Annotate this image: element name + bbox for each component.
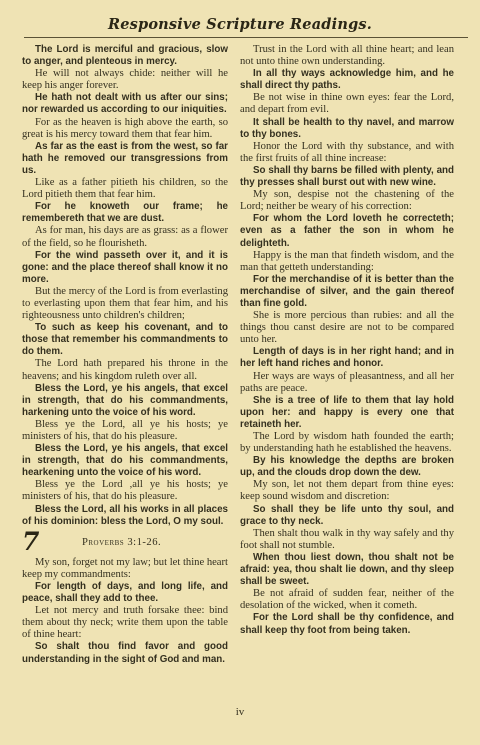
proverbs-verses-right [240,44,454,637]
reading-reference: Proverbs 3:1-26. [82,536,162,548]
leader-verse: Like as a father pitieth his children, so the Lord pitieth them that fear him. [22,177,228,201]
congregation-response: For the Lord shall be thy confidence, and shall keep thy foot from being taken. [240,612,454,636]
congregation-response: Bless the Lord, ye his angels, that excel in strength, that do his commandments, hearkening unto the voice of his word. [22,443,228,479]
leader-verse: The Lord hath prepared his throne in the heavens; and his kingdom ruleth over all. [22,358,228,382]
page-title: Responsive Scripture Readings. [107,16,373,33]
leader-verse: My son, despise not the chastening of the Lord; neither be weary of his correction: [240,189,454,213]
reading-number: 7 [22,526,40,556]
leader-verse: Let not mercy and truth forsake thee: bind them about thy neck; write them upon the table of thine heart: [22,605,228,641]
leader-verse: The Lord by wisdom hath founded the earth; by understanding hath he established the heavens. [240,431,454,455]
leader-verse: But the mercy of the Lord is from everlasting to everlasting upon them that fear him, and his righteousness unto children's children; [22,285,228,322]
leader-verse: Be not afraid of sudden fear, neither of the desolation of the wicked, when it cometh. [240,588,454,612]
congregation-response: It shall be health to thy navel, and marrow to thy bones. [240,116,454,140]
congregation-response: As far as the east is from the west, so far hath he removed our transgressions from us. [22,140,228,176]
congregation-response: By his knowledge the depths are broken up, and the clouds drop down the dew. [240,455,454,479]
congregation-response: The Lord is merciful and gracious, slow to anger, and plenteous in mercy. [22,44,228,68]
right-column [240,44,454,637]
congregation-response: For whom the Lord loveth he correcteth; even as a father the son in whom he delighteth. [240,213,454,249]
congregation-response: Bless the Lord, all his works in all places of his dominion: bless the Lord, O my soul. [22,503,228,527]
leader-verse: He will not always chide: neither will he keep his anger forever. [22,68,228,92]
leader-verse: Happy is the man that findeth wisdom, and the man that getteth understanding: [240,249,454,273]
congregation-response: He hath not dealt with us after our sins; nor rewarded us according to our iniquities. [22,92,228,116]
left-column [22,44,228,666]
leader-verse: For as the heaven is high above the earth, so great is his mercy toward them that fear him. [22,116,228,140]
page-number: iv [235,706,245,718]
leader-verse: Her ways are ways of pleasantness, and all her paths are peace. [240,370,454,394]
congregation-response: She is a tree of life to them that lay hold upon her: and happy is every one that retaineth her. [240,394,454,430]
leader-verse: Bless ye the Lord, all ye his hosts; ye ministers of his, that do his pleasure. [22,418,228,442]
leader-verse: My son, let not them depart from thine eyes: keep sound wisdom and discretion: [240,479,454,503]
reading-heading [22,526,228,556]
leader-verse: Honor the Lord with thy substance, and with the first fruits of all thine increase: [240,140,454,164]
congregation-response: Bless the Lord, ye his angels, that excel in strength, that do his commandments, harkening unto the voice of his word. [22,382,228,418]
congregation-response: For he knoweth our frame; he remembereth that we are dust. [22,201,228,225]
leader-verse: My son, forget not my law; but let thine heart keep my commandments: [22,556,228,580]
congregation-response: For the wind passeth over it, and it is gone: and the place thereof shall know it no more. [22,249,228,285]
psalm-verses [22,44,228,528]
congregation-response: Length of days is in her right hand; and in her left hand riches and honor. [240,346,454,370]
congregation-response: So shall thy barns be filled with plenty, and thy presses shall burst out with new wine. [240,164,454,189]
congregation-response: So shall they be life unto thy soul, and grace to thy neck. [240,503,454,527]
leader-verse: As for man, his days are as grass: as a flower of the field, so he flourisheth. [22,225,228,249]
congregation-response: For the merchandise of it is better than the merchandise of silver, and the gain thereof than fine gold. [240,273,454,309]
leader-verse: She is more percious than rubies: and all the things thou canst desire are not to be compared unto her. [240,310,454,346]
congregation-response: To such as keep his covenant, and to those that remember his commandments to do them. [22,322,228,358]
leader-verse: Be not wise in thine own eyes: fear the Lord, and depart from evil. [240,92,454,116]
title-rule [24,37,468,38]
congregation-response: When thou liest down, thou shalt not be afraid: yea, thou shalt lie down, and thy sleep shall be sweet. [240,551,454,588]
congregation-response: So shalt thou find favor and good understanding in the sight of God and man. [22,641,228,665]
proverbs-verses-left [22,557,228,666]
leader-verse: Bless ye the Lord ,all ye his hosts; ye ministers of his, that do his pleasure. [22,479,228,503]
leader-verse: Trust in the Lord with all thine heart; and lean not unto thine own understanding. [240,44,454,68]
congregation-response: For length of days, and long life, and peace, shall they add to thee. [22,580,228,605]
leader-verse: Then shalt thou walk in thy way safely and thy foot shall not stumble. [240,527,454,551]
congregation-response: In all thy ways acknowledge him, and he shall direct thy paths. [240,68,454,92]
